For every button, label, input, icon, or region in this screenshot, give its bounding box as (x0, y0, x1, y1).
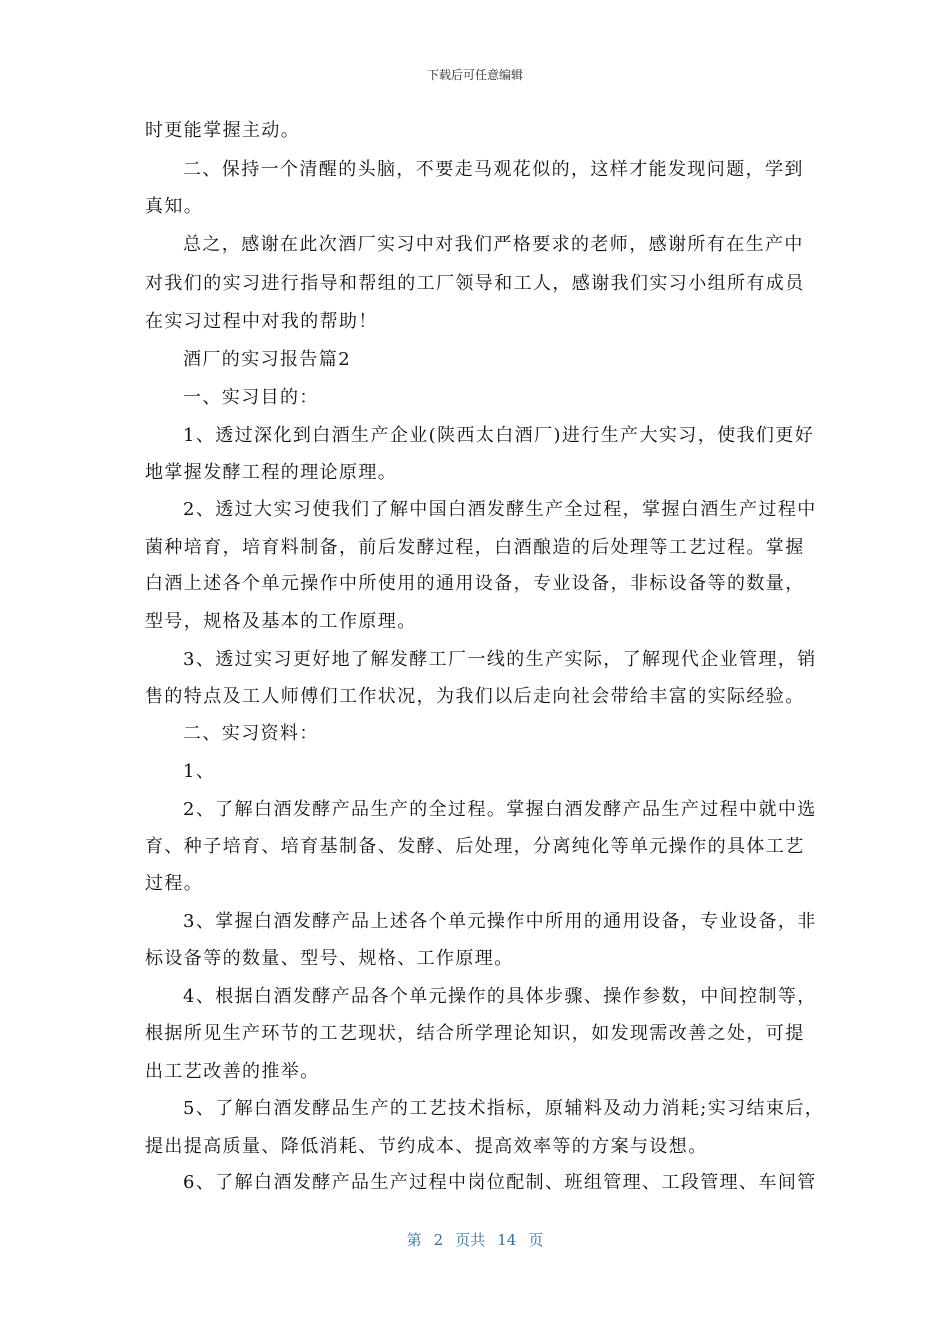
text-line: 1、透过深化到白酒生产企业(陕西太白酒厂)进行生产大实习，使我们更好 (183, 425, 815, 446)
section-title: 酒厂的实习报告篇2 (183, 349, 352, 370)
text-line: 3、掌握白酒发酵产品上述各个单元操作中所用的通用设备，专业设备，非 (183, 911, 817, 932)
text-line: 根据所见生产环节的工艺现状，结合所学理论知识，如发现需改善之处，可提 (145, 1023, 805, 1044)
text-line: 5、了解白酒发酵品生产的工艺技术指标，原辅料及动力消耗;实习结束后， (183, 1098, 825, 1119)
text-line: 6、了解白酒发酵产品生产过程中岗位配制、班组管理、工段管理、车间管 (183, 1172, 817, 1193)
text-line: 2、了解白酒发酵产品生产的全过程。掌握白酒发酵产品生产过程中就中选 (183, 799, 817, 820)
text-line: 对我们的实习进行指导和帮组的工厂领导和工人，感谢我们实习小组所有成员 (145, 273, 805, 294)
footer-middle: 页共 (455, 1231, 486, 1249)
footer-suffix: 页 (528, 1231, 544, 1249)
text-line: 时更能掌握主动。 (145, 120, 301, 141)
text-line: 提出提高质量、降低消耗、节约成本、提高效率等的方案与设想。 (145, 1136, 708, 1157)
text-line: 在实习过程中对我的帮助！ (145, 311, 378, 332)
current-page-number: 2 (433, 1231, 444, 1249)
text-line: 一、实习目的： (183, 387, 319, 408)
text-line: 2、透过大实习使我们了解中国白酒发酵生产全过程，掌握白酒生产过程中 (183, 499, 817, 520)
text-line: 过程。 (145, 873, 204, 894)
text-line: 二、保持一个清醒的头脑，不要走马观花似的，这样才能发现问题，学到 (183, 159, 804, 180)
footer-prefix: 第 (406, 1231, 422, 1249)
page-footer (0, 1229, 950, 1250)
text-line: 二、实习资料： (183, 723, 319, 744)
text-line: 型号，规格及基本的工作原理。 (145, 611, 417, 632)
text-line: 出工艺改善的推举。 (145, 1061, 320, 1082)
text-line: 售的特点及工人师傅们工作状况，为我们以后走向社会带给丰富的实际经验。 (145, 686, 805, 707)
text-line: 1、 (183, 761, 216, 782)
text-line: 菌种培育，培育料制备，前后发酵过程，白酒酿造的后处理等工艺过程。掌握 (145, 537, 805, 558)
text-line: 3、透过实习更好地了解发酵工厂一线的生产实际，了解现代企业管理，销 (183, 649, 817, 670)
text-line: 标设备等的数量、型号、规格、工作原理。 (145, 948, 514, 969)
text-line: 4、根据白酒发酵产品各个单元操作的具体步骤、操作参数，中间控制等， (183, 986, 817, 1007)
text-line: 育、种子培育、培育基制备、发酵、后处理，分离纯化等单元操作的具体工艺 (145, 836, 805, 857)
page-header: 下载后可任意编辑 (426, 68, 523, 82)
text-line: 白酒上述各个单元操作中所使用的通用设备，专业设备，非标设备等的数量， (145, 573, 805, 594)
text-line: 总之，感谢在此次酒厂实习中对我们严格要求的老师，感谢所有在生产中 (183, 234, 804, 255)
text-line: 真知。 (145, 196, 204, 217)
text-line: 地掌握发酵工程的理论原理。 (145, 462, 398, 483)
total-page-count: 14 (497, 1231, 517, 1249)
